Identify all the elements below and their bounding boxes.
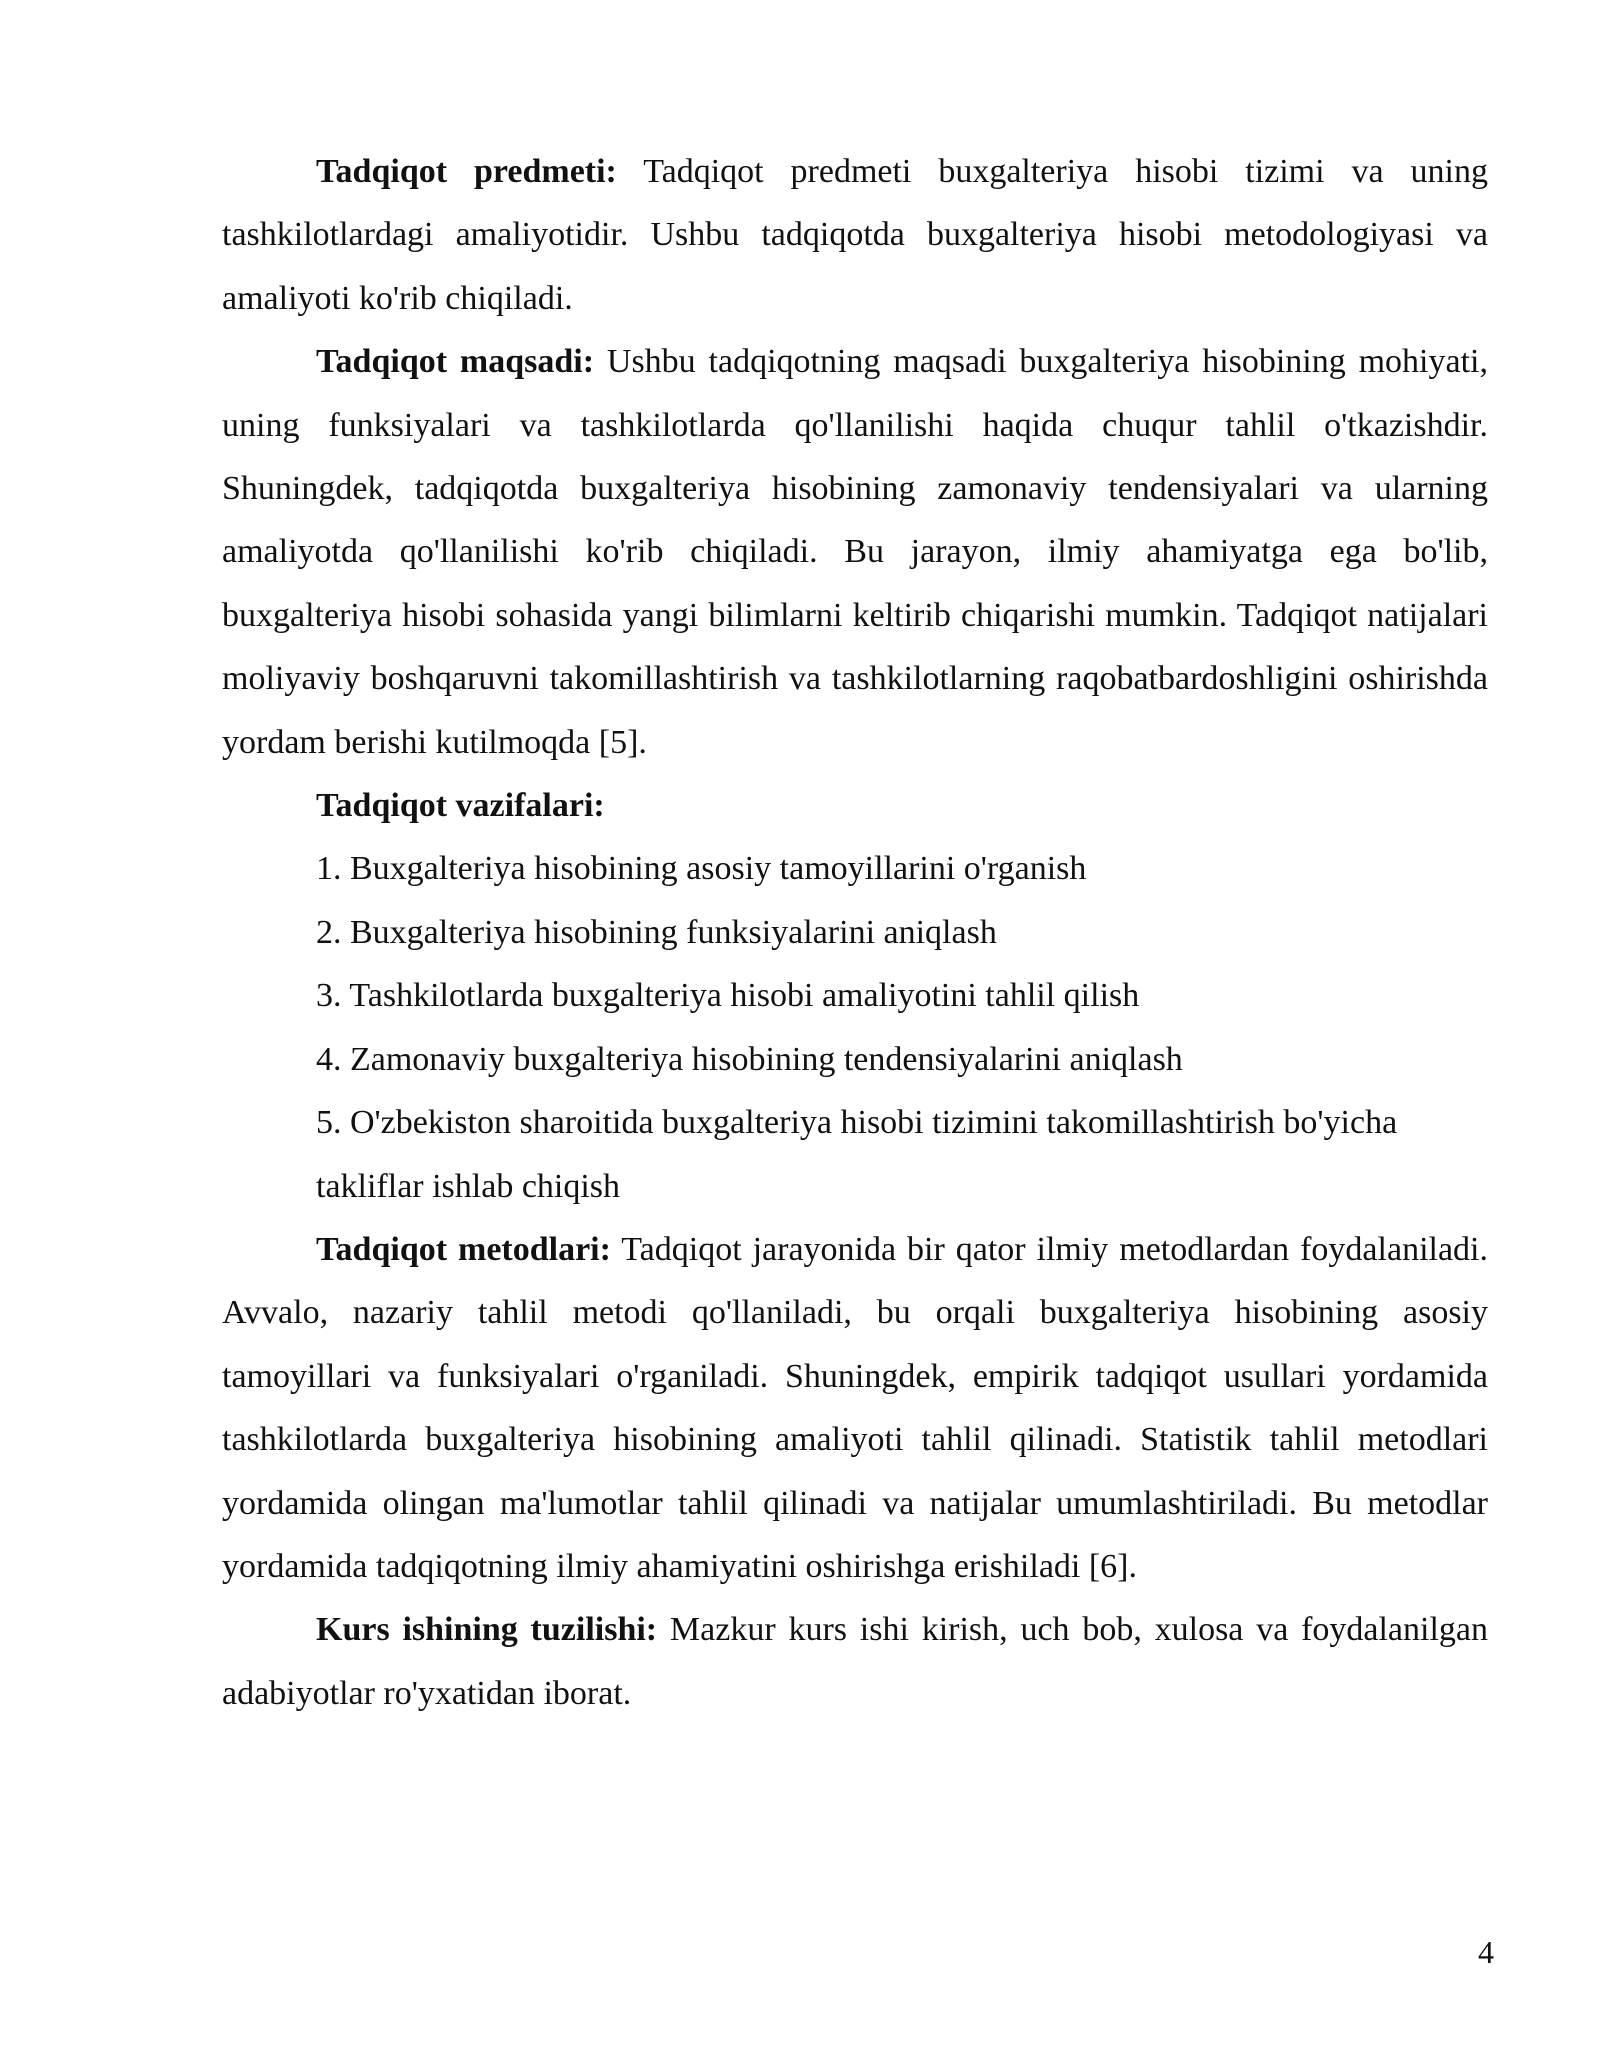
heading-tadqiqot-metodlari: Tadqiqot metodlari: xyxy=(316,1230,611,1268)
heading-tadqiqot-predmeti: Tadqiqot predmeti: xyxy=(316,153,617,190)
heading-tadqiqot-vazifalari: Tadqiqot vazifalari: xyxy=(316,787,605,825)
page-body xyxy=(222,140,1488,1725)
list-item-vazifa-3: 3. Tashkilotlarda buxgalteriya hisobi amaliyotini tahlil qilish xyxy=(316,977,1140,1015)
text-tadqiqot-metodlari: Tadqiqot jarayonida bir qator ilmiy metodlardan foydalaniladi. Avvalo, nazariy tahlil metodi qo'llaniladi, bu orqali buxgalteriya hisobining asosiy tamoyillari va funksiyalari o'rganiladi. Shuningdek, empirik tadqiqot usullari yordamida tashkilotlarda buxgalteriya hisobining amaliyoti tahlil qilinadi. Statistik tahlil metodlari yordamida olingan ma'lumotlar tahlil qilinadi va natijalar umumlashtiriladi. Bu metodlar yordamida tadqiqotning ilmiy ahamiyatini oshirishga erishiladi [6]. xyxy=(222,1230,1488,1585)
paragraph-tadqiqot-metodlari xyxy=(222,1218,1488,1598)
page-number: 4 xyxy=(1478,1934,1494,1970)
paragraph-tadqiqot-maqsadi xyxy=(222,330,1488,774)
list-item-vazifa-2: 2. Buxgalteriya hisobining funksiyalarini aniqlash xyxy=(316,913,997,951)
list-item-vazifa-5: 5. O'zbekiston sharoitida buxgalteriya hisobi tizimini takomillashtirish bo'yicha takliflar ishlab chiqish xyxy=(316,1104,1398,1205)
text-tadqiqot-predmeti: Tadqiqot predmeti buxgalteriya hisobi tizimi va uning tashkilotlardagi amaliyotidir. Ushbu tadqiqotda buxgalteriya hisobi metodologiyasi va amaliyoti ko'rib chiqiladi. xyxy=(222,153,1488,317)
list-item-vazifa-1: 1. Buxgalteriya hisobining asosiy tamoyillarini o'rganish xyxy=(316,850,1087,888)
list-item-vazifa-4: 4. Zamonaviy buxgalteriya hisobining tendensiyalarini aniqlash xyxy=(316,1040,1183,1078)
text-kurs-ishining-tuzilishi: Mazkur kurs ishi kirish, uch bob, xulosa va foydalanilgan adabiyotlar ro'yxatidan iborat. xyxy=(222,1611,1489,1712)
heading-kurs-ishining-tuzilishi: Kurs ishining tuzilishi: xyxy=(316,1611,658,1649)
paragraph-tadqiqot-vazifalari xyxy=(222,774,1488,837)
text-tadqiqot-maqsadi: Ushbu tadqiqotning maqsadi buxgalteriya hisobining mohiyati, uning funksiyalari va tashkilotlarda qo'llanilishi haqida chuqur tahlil o'tkazishdir. Shuningdek, tadqiqotda buxgalteriya hisobining zamonaviy tendensiyalari va ularning amaliyotda qo'llanilishi ko'rib chiqiladi. Bu jarayon, ilmiy ahamiyatga ega bo'lib, buxgalteriya hisobi sohasida yangi bilimlarni keltirib chiqarishi mumkin. Tadqiqot natijalari moliyaviy boshqaruvni takomillashtirish va tashkilotlarning raqobatbardoshligini oshirishda yordam berishi kutilmoqda [5]. xyxy=(222,343,1488,761)
paragraph-tadqiqot-predmeti xyxy=(222,140,1488,330)
heading-tadqiqot-maqsadi: Tadqiqot maqsadi: xyxy=(316,343,595,381)
paragraph-kurs-ishining-tuzilishi xyxy=(222,1598,1488,1725)
